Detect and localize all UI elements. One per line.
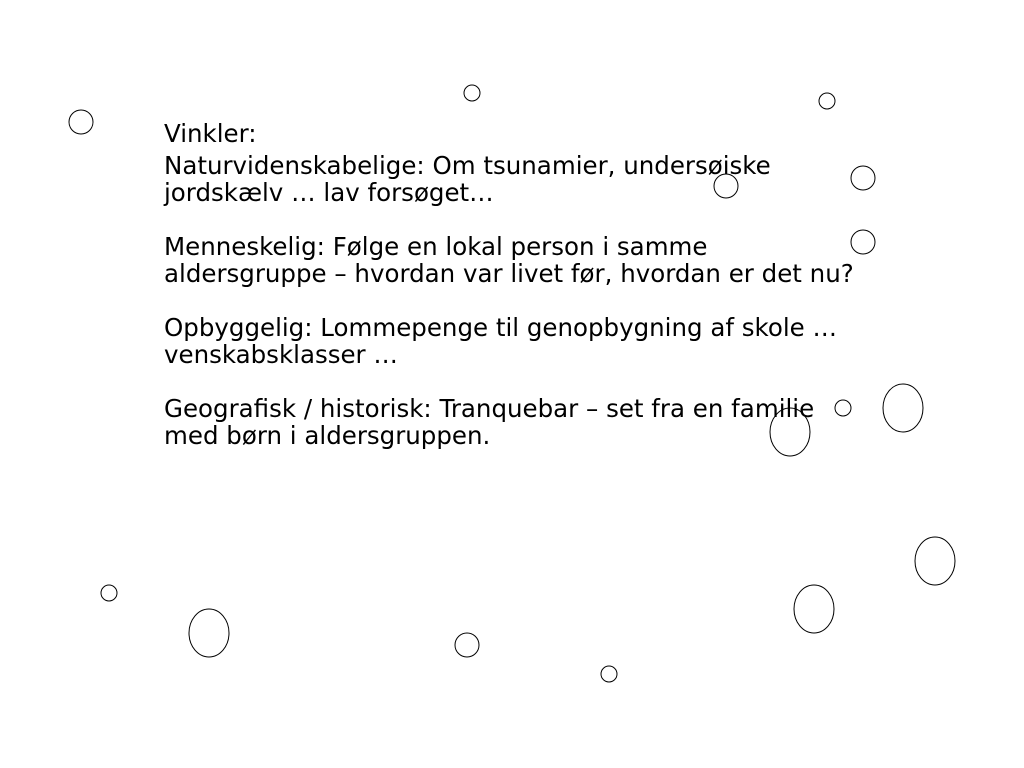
bubble [601,666,617,682]
slide-text-body [164,120,864,476]
bubble [455,633,479,657]
paragraph-naturvidenskabelige: Naturvidenskabelige: Om tsunamier, undersøiske jordskælv … lav forsøget… [164,151,771,207]
paragraph-opbyggelig: Opbyggelig: Lommepenge til genopbygning af skole … venskabsklasser … [164,313,838,369]
bubble [915,537,955,585]
bubble [101,585,117,601]
bubble [189,609,229,657]
bubble [69,110,93,134]
bubble [464,85,480,101]
paragraph-geografisk-historisk: Geografisk / historisk: Tranquebar – set fra en familie med børn i aldersgruppen. [164,394,815,450]
bubble [883,384,923,432]
bubble [794,585,834,633]
bubble [819,93,835,109]
slide-heading: Vinkler: [164,119,257,148]
paragraph-menneskelig: Menneskelig: Følge en lokal person i samme aldersgruppe – hvordan var livet før, hvordan er det nu? [164,232,854,288]
